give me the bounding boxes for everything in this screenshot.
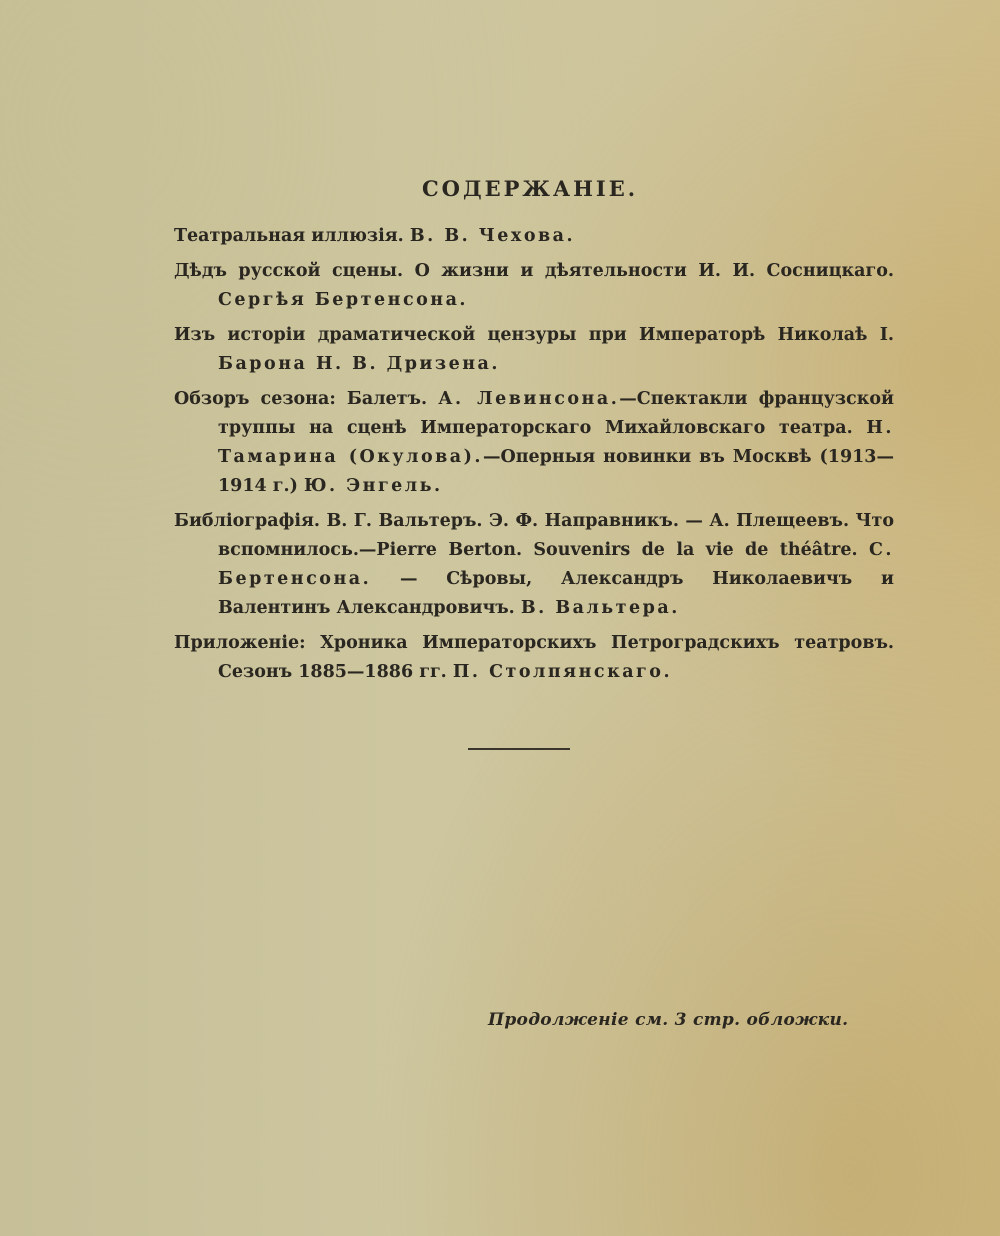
entry-title: Приложеніе: Хроника Императорскихъ Петроградскихъ театровъ. Сезонъ 1885—1886 гг. bbox=[174, 633, 894, 682]
entry-author-3: Ю. Энгель. bbox=[304, 476, 443, 496]
entry-title: Изъ исторіи драматической цензуры при Императорѣ Николаѣ I. bbox=[174, 325, 894, 345]
contents-entry-6 bbox=[174, 629, 894, 687]
continued-note: Продолженіе см. 3 стр. обложки. bbox=[488, 1010, 849, 1030]
entry-author: С. Бертенсона. bbox=[218, 540, 894, 589]
entry-author-2: Н. Тамарина (Окулова). bbox=[218, 418, 894, 467]
entry-author-2: В. Вальтера. bbox=[520, 598, 680, 618]
entry-author: Барона Н. В. Дризена. bbox=[218, 354, 500, 374]
entry-title: Библіографія. В. Г. Вальтеръ. Э. Ф. Направникъ. — А. Плещеевъ. Что вспомнилось.—Pierre Berton. Souvenirs de la vie de théâtre. bbox=[174, 511, 894, 560]
entry-title: Дѣдъ русской сцены. О жизни и дѣятельности И. И. Сосницкаго. bbox=[174, 261, 894, 281]
entry-author: А. Левинсона. bbox=[438, 389, 620, 409]
entry-title-3: —Оперныя новинки въ Москвѣ (1913—1914 г.) bbox=[218, 447, 894, 496]
entry-title: Обзоръ сезона: Балетъ. bbox=[174, 389, 439, 409]
entry-title: Театральная иллюзія. bbox=[174, 226, 410, 246]
entry-author: П. Столпянскаго. bbox=[452, 662, 673, 682]
contents-entry-5 bbox=[174, 507, 894, 623]
contents-list bbox=[174, 222, 894, 693]
entry-title-2: —Спектакли французской труппы на сценѣ Императорскаго Михайловскаго театра. bbox=[218, 389, 894, 438]
entry-title-2: — Сѣровы, Александръ Николаевичъ и Валентинъ Александровичъ. bbox=[218, 569, 894, 618]
contents-entry-1 bbox=[174, 222, 894, 251]
contents-entry-2 bbox=[174, 257, 894, 315]
entry-author: В. В. Чехова. bbox=[409, 226, 576, 246]
contents-heading: СОДЕРЖАНІЕ. bbox=[421, 176, 639, 201]
entry-author: Сергѣя Бертенсона. bbox=[218, 290, 469, 310]
contents-entry-4 bbox=[174, 385, 894, 501]
section-divider bbox=[468, 748, 570, 750]
contents-entry-3 bbox=[174, 321, 894, 379]
